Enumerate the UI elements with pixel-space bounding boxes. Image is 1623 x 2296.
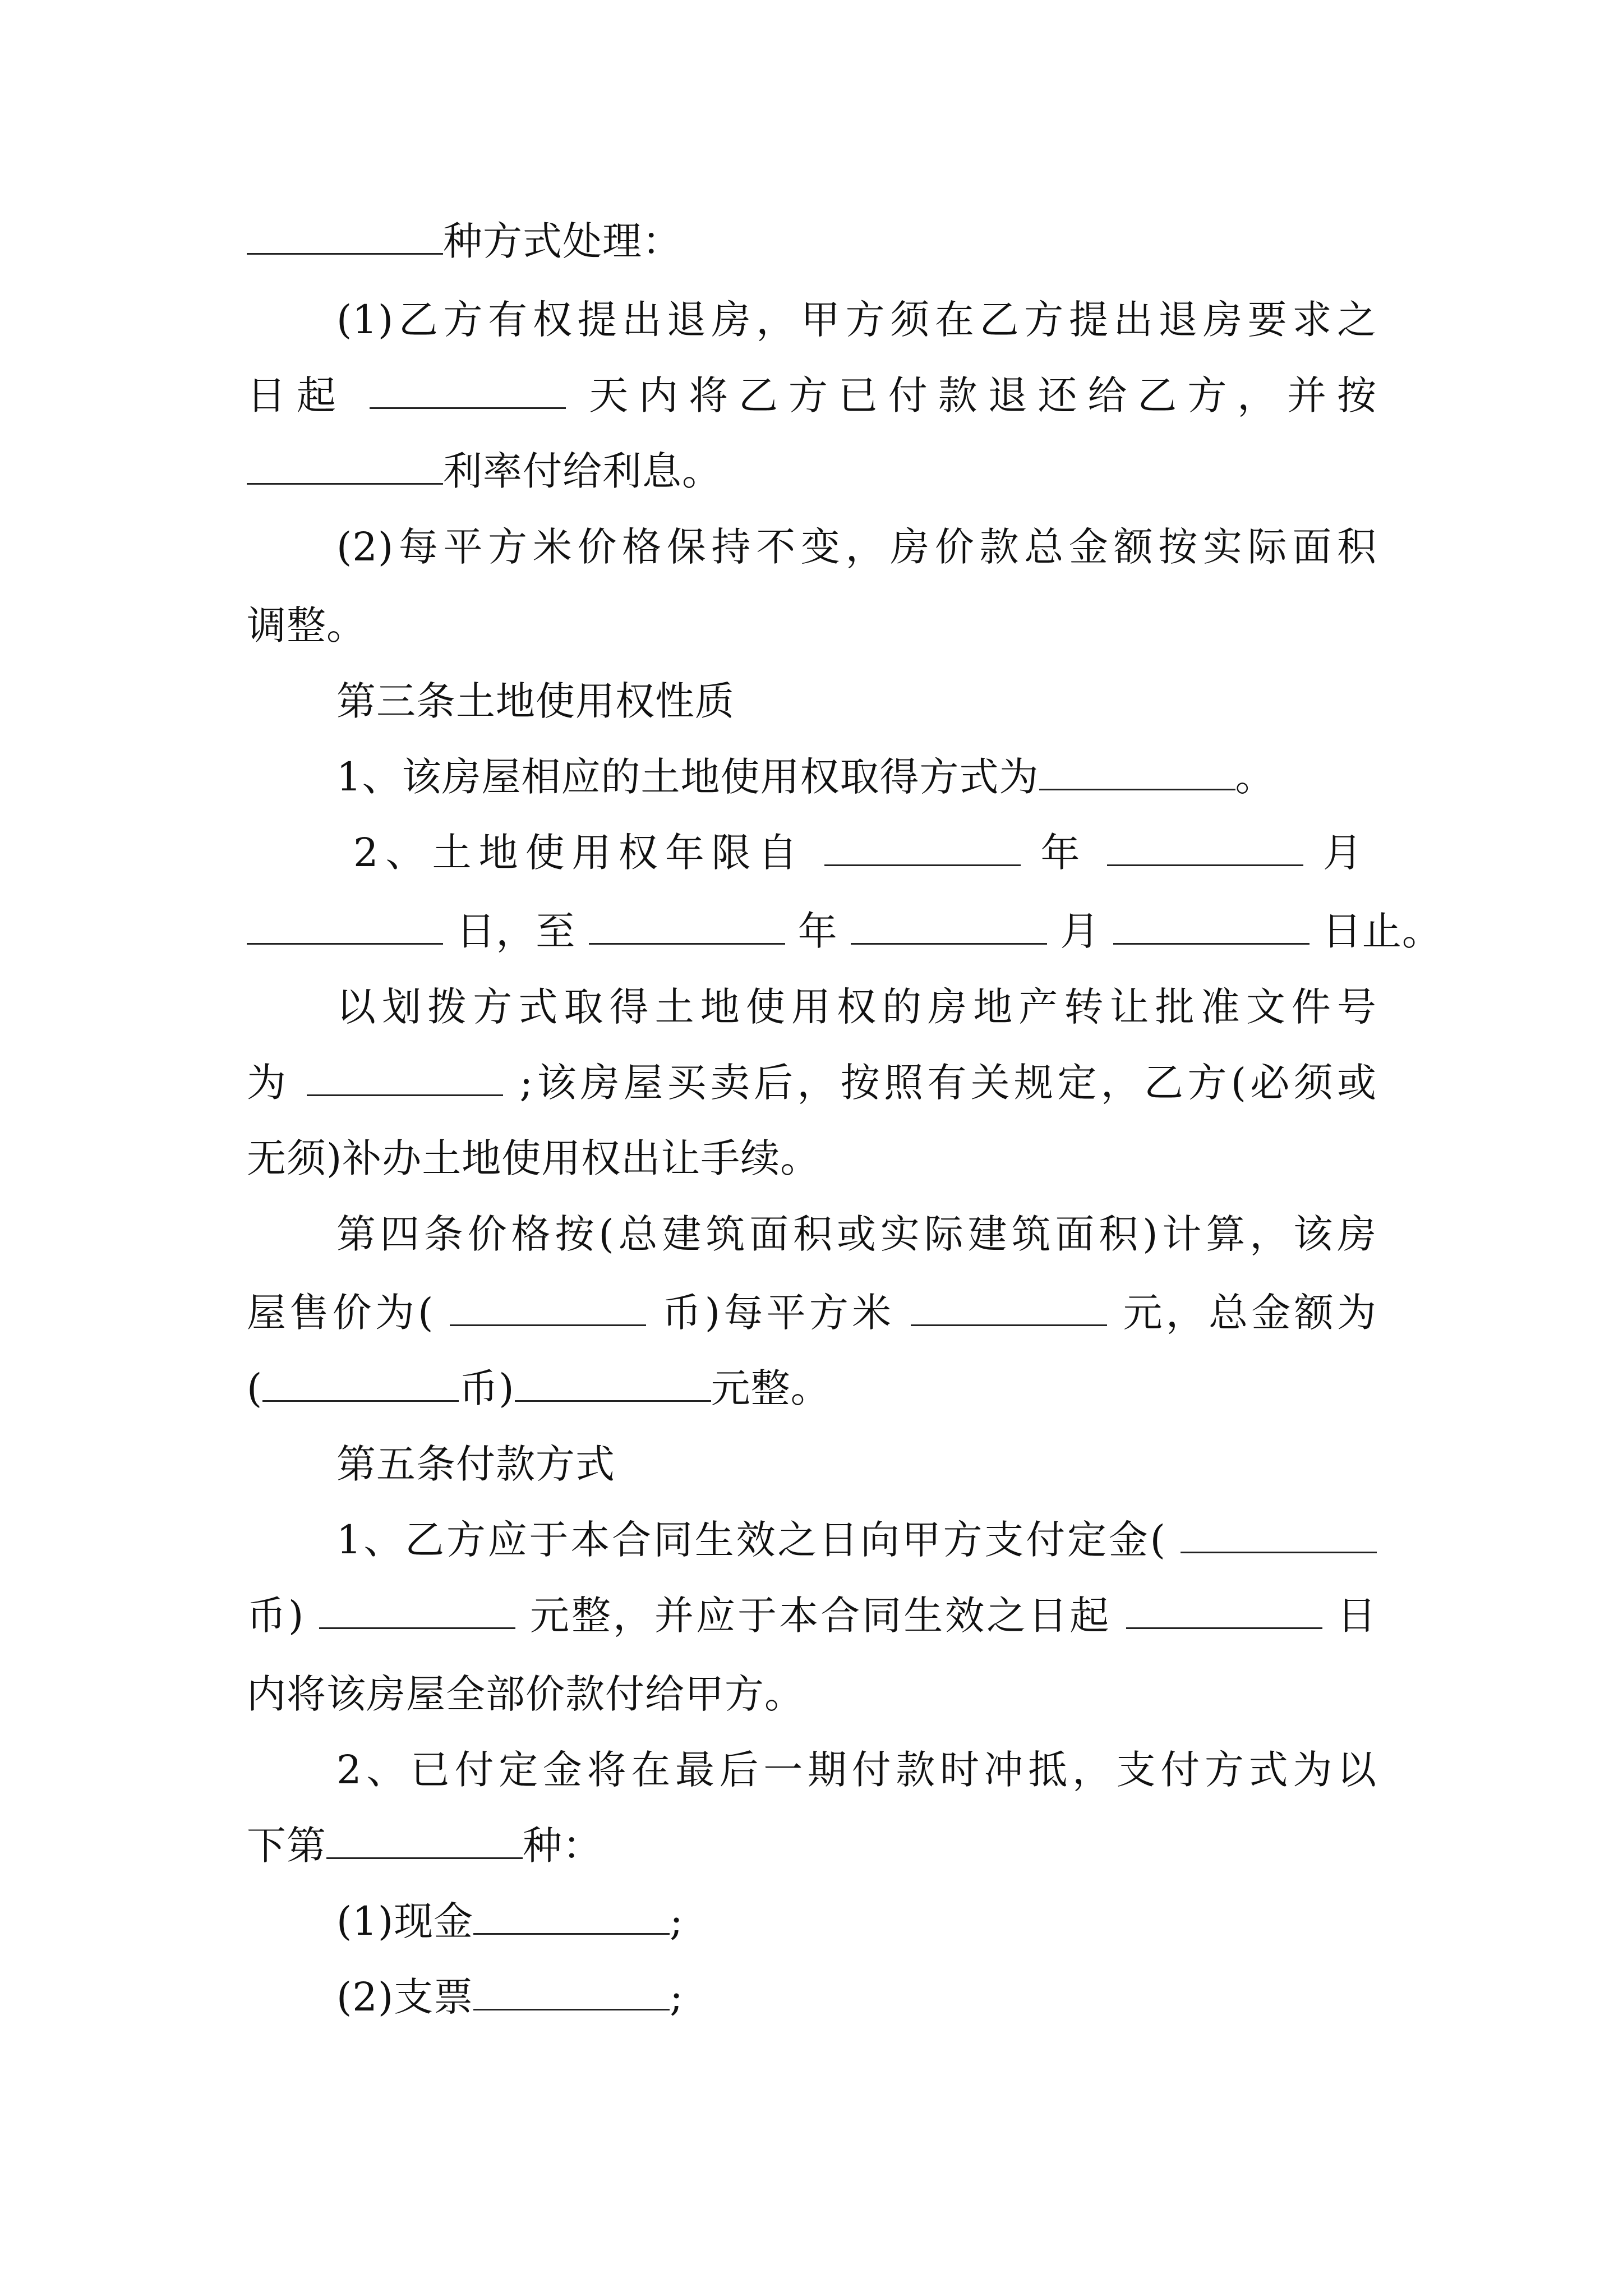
text-segment: (2)每平方米价格保持不变，房价款总金额按实际面积 bbox=[336, 524, 1377, 570]
text-segment: 元整。 bbox=[711, 1365, 831, 1411]
text-line bbox=[336, 1206, 1377, 1262]
text-line bbox=[247, 1818, 602, 1874]
text-segment: 无须)补办土地使用权出让手续。 bbox=[247, 1135, 820, 1181]
fill-in-blank[interactable] bbox=[262, 1366, 459, 1402]
fill-in-blank[interactable] bbox=[319, 1594, 515, 1629]
text-line bbox=[336, 979, 1377, 1035]
text-line bbox=[247, 1285, 1377, 1341]
text-segment: ; bbox=[670, 1898, 684, 1944]
text-segment: 以划拨方式取得土地使用权的房地产转让批准文件号 bbox=[336, 984, 1377, 1030]
fill-in-blank[interactable] bbox=[307, 1061, 503, 1096]
text-segment: ( bbox=[247, 1365, 263, 1411]
text-segment: 2、土地使用权年限自 bbox=[353, 830, 805, 876]
text-line bbox=[353, 825, 1363, 881]
text-line bbox=[336, 1436, 642, 1492]
text-line bbox=[336, 292, 1377, 348]
text-segment: 日 bbox=[1337, 1593, 1377, 1639]
text-segment: 日止。 bbox=[1322, 908, 1442, 954]
text-line bbox=[247, 1666, 866, 1722]
fill-in-blank[interactable] bbox=[911, 1291, 1107, 1326]
fill-in-blank[interactable] bbox=[247, 909, 443, 945]
text-line bbox=[336, 1893, 695, 1949]
fill-in-blank[interactable] bbox=[515, 1366, 711, 1402]
text-segment: (1)乙方有权提出退房，甲方须在乙方提出退房要求之 bbox=[336, 297, 1377, 343]
text-segment: 月 bbox=[1060, 908, 1100, 954]
text-segment: 天内将乙方已付款退还给乙方，并按 bbox=[589, 372, 1377, 418]
fill-in-blank[interactable] bbox=[473, 1975, 670, 2010]
text-line bbox=[247, 213, 682, 269]
text-line bbox=[336, 673, 771, 729]
text-segment: 1、乙方应于本合同生效之日向甲方支付定金( bbox=[336, 1517, 1166, 1563]
text-segment: (2)支票 bbox=[336, 1974, 474, 2020]
text-segment: 第五条付款方式 bbox=[336, 1441, 615, 1487]
text-line bbox=[336, 1969, 695, 2025]
text-segment: 2、已付定金将在最后一期付款时冲抵，支付方式为以 bbox=[336, 1747, 1377, 1793]
text-segment: 下第 bbox=[247, 1823, 326, 1869]
text-segment: 第四条价格按(总建筑面积或实际建筑面积)计算，该房 bbox=[336, 1211, 1377, 1257]
text-segment: 年 bbox=[1040, 830, 1087, 876]
fill-in-blank[interactable] bbox=[589, 909, 785, 945]
text-segment: 币) bbox=[459, 1365, 515, 1411]
text-line bbox=[247, 1360, 841, 1416]
fill-in-blank[interactable] bbox=[326, 1824, 523, 1859]
fill-in-blank[interactable] bbox=[824, 831, 1021, 866]
text-segment: 种方式处理： bbox=[443, 218, 682, 264]
fill-in-blank[interactable] bbox=[1181, 1518, 1377, 1553]
text-segment: ;该房屋买卖后，按照有关规定，乙方(必须或 bbox=[519, 1060, 1377, 1106]
text-segment: 日起 bbox=[247, 372, 347, 418]
text-line bbox=[247, 1588, 1377, 1644]
fill-in-blank[interactable] bbox=[851, 909, 1047, 945]
text-segment: 月 bbox=[1322, 830, 1363, 876]
text-segment: 币) bbox=[247, 1593, 305, 1639]
text-segment: 。 bbox=[1235, 754, 1275, 800]
text-line bbox=[336, 519, 1377, 575]
text-segment: 种： bbox=[523, 1823, 602, 1869]
text-segment: 日，至 bbox=[456, 908, 576, 954]
text-line bbox=[336, 749, 1329, 805]
fill-in-blank[interactable] bbox=[1126, 1594, 1322, 1629]
text-line bbox=[336, 1742, 1377, 1798]
text-segment: 元整，并应于本合同生效之日起 bbox=[529, 1593, 1112, 1639]
fill-in-blank[interactable] bbox=[1107, 831, 1303, 866]
text-line bbox=[247, 367, 1377, 424]
text-segment: 屋售价为( bbox=[247, 1290, 434, 1336]
text-segment: 第三条土地使用权性质 bbox=[336, 678, 735, 724]
fill-in-blank[interactable] bbox=[1039, 755, 1235, 790]
fill-in-blank[interactable] bbox=[370, 374, 566, 409]
text-line bbox=[247, 597, 393, 654]
fill-in-blank[interactable] bbox=[247, 219, 443, 255]
text-segment: 为 bbox=[247, 1060, 291, 1106]
text-segment: 内将该房屋全部价款付给甲方。 bbox=[247, 1671, 804, 1717]
text-segment: 利率付给利息。 bbox=[443, 448, 722, 494]
fill-in-blank[interactable] bbox=[247, 449, 443, 485]
fill-in-blank[interactable] bbox=[450, 1291, 646, 1326]
text-segment: 调整。 bbox=[247, 602, 366, 648]
text-line bbox=[247, 903, 1442, 959]
text-line bbox=[247, 1130, 866, 1186]
text-segment: 币)每平方米 bbox=[662, 1290, 895, 1336]
text-line bbox=[247, 1055, 1377, 1111]
fill-in-blank[interactable] bbox=[1113, 909, 1310, 945]
fill-in-blank[interactable] bbox=[473, 1899, 670, 1935]
text-segment: 年 bbox=[797, 908, 838, 954]
text-segment: (1)现金 bbox=[336, 1898, 474, 1944]
text-segment: ; bbox=[670, 1974, 684, 2020]
text-segment: 元，总金额为 bbox=[1123, 1290, 1377, 1336]
text-segment: 1、该房屋相应的土地使用权取得方式为 bbox=[336, 754, 1039, 800]
text-line bbox=[247, 443, 729, 499]
text-line bbox=[336, 1512, 1377, 1568]
